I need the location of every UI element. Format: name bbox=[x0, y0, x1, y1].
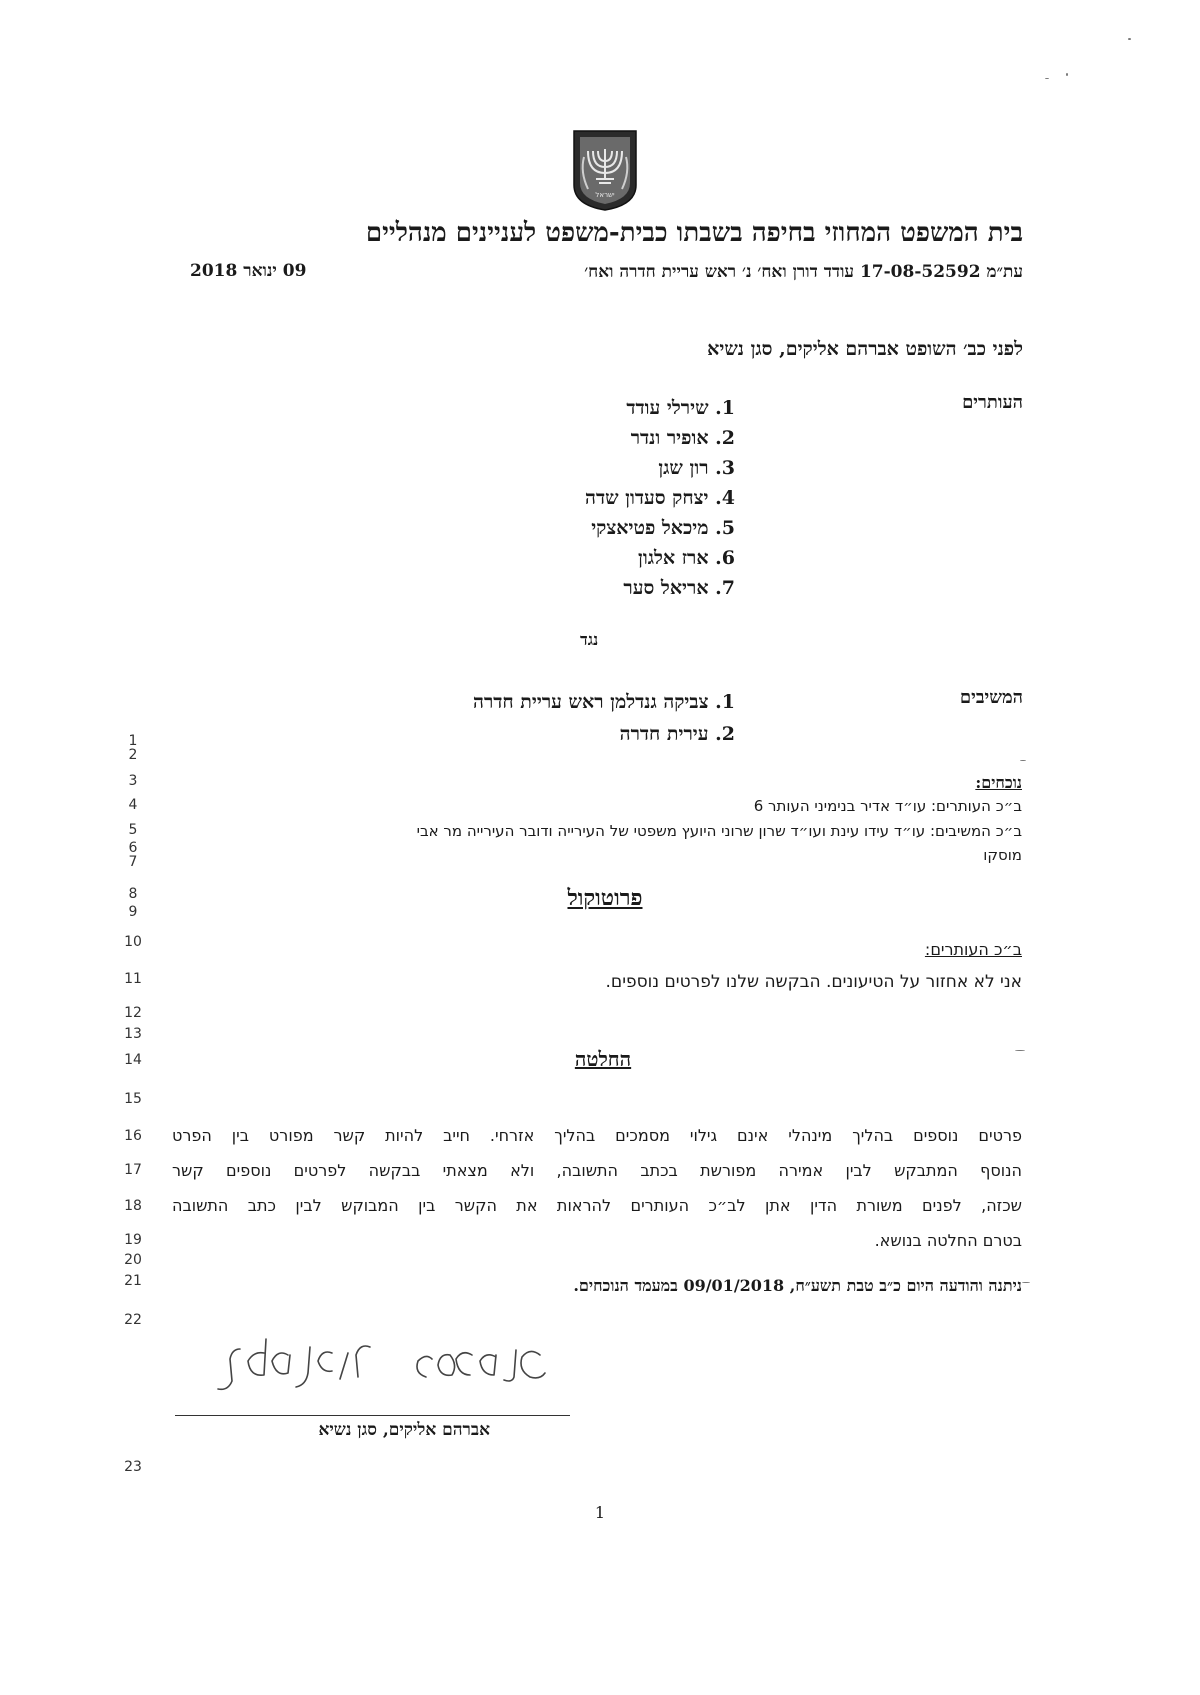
line-number: 20 bbox=[124, 1252, 142, 1268]
signature-line bbox=[175, 1415, 570, 1416]
line-number: 8 bbox=[128, 886, 138, 902]
scan-speck bbox=[1045, 78, 1049, 79]
speaker-label: ב״כ העותרים: bbox=[924, 940, 1022, 959]
petitioner-name: 7. אריאל סער bbox=[623, 577, 735, 599]
versus-label: נגד bbox=[580, 630, 599, 649]
petitioner-name: 1. שירלי עודד bbox=[626, 397, 735, 419]
decision-text-line: הנוסף המתבקש לבין אמירה מפורשת בכתב התשובה, ולא מצאתי בבקשה לפרטים נוספים קשר bbox=[172, 1161, 1022, 1180]
line-number: 17 bbox=[124, 1162, 142, 1178]
line-number: 11 bbox=[124, 971, 142, 987]
decision-text-line: בטרם החלטה בנושא. bbox=[874, 1231, 1022, 1250]
line-number: 15 bbox=[124, 1091, 142, 1107]
line-number: 12 bbox=[124, 1005, 142, 1021]
handwritten-signature bbox=[200, 1325, 560, 1405]
respondents-label: המשיבים bbox=[959, 687, 1023, 708]
present-title: נוכחים: bbox=[975, 773, 1022, 792]
line-number: 13 bbox=[124, 1026, 142, 1042]
petitioner-name: 2. אופיר ונדר bbox=[630, 427, 735, 449]
line-number: 21 bbox=[124, 1273, 142, 1289]
line-number: 10 bbox=[124, 934, 142, 950]
decision-title: החלטה bbox=[574, 1047, 632, 1071]
present-continued: מוסקו bbox=[983, 846, 1022, 864]
line-number: 5 bbox=[128, 822, 138, 838]
scan-speck bbox=[1066, 73, 1068, 76]
petitioner-name: 6. ארז אלגון bbox=[638, 547, 735, 569]
line-number: 23 bbox=[124, 1459, 142, 1475]
scan-speck bbox=[1022, 1282, 1030, 1283]
line-number: 2 bbox=[128, 747, 138, 763]
protocol-title: פרוטוקול bbox=[567, 885, 643, 911]
line-number: 7 bbox=[128, 854, 138, 870]
line-number: 18 bbox=[124, 1198, 142, 1214]
petitioner-name: 5. מיכאל פטיאצקי bbox=[591, 517, 735, 539]
court-title: בית המשפט המחוזי בחיפה בשבתו כבית-משפט לעניינים מנהליים bbox=[365, 218, 1023, 248]
signature-name: אברהם אליקים, סגן נשיא bbox=[318, 1420, 490, 1440]
scan-speck bbox=[1020, 760, 1026, 761]
line-number: 16 bbox=[124, 1128, 142, 1144]
petitioner-name: 4. יצחק סעדון שדה bbox=[585, 487, 735, 509]
petitioners-list bbox=[585, 393, 735, 603]
emblem-text: ישראל bbox=[595, 191, 615, 199]
line-number: 9 bbox=[128, 904, 138, 920]
given-line: ניתנה והודעה היום כ״ב טבת תשע״ח, 09/01/2018 במעמד הנוכחים. bbox=[573, 1276, 1022, 1295]
case-date: 09 ינואר 2018 bbox=[190, 261, 307, 281]
line-number: 1 bbox=[128, 733, 138, 749]
decision-text-line: פרטים נוספים בהליך מינהלי אינם גילוי מסמכים בהליך אזרחי. חייב להיות קשר מפורט בין הפרט bbox=[172, 1126, 1022, 1145]
line-number: 14 bbox=[124, 1052, 142, 1068]
line-number: 4 bbox=[128, 797, 138, 813]
page-number: 1 bbox=[594, 1503, 606, 1522]
judge-line: לפני כב׳ השופט אברהם אליקים, סגן נשיא bbox=[707, 338, 1023, 360]
line-number: 22 bbox=[124, 1312, 142, 1328]
line-number: 3 bbox=[128, 773, 138, 789]
state-emblem-icon bbox=[570, 127, 640, 212]
present-petitioners-counsel: ב״כ העותרים: עו״ד אדיר בנימיני העותר 6 bbox=[753, 797, 1022, 815]
respondents-list bbox=[473, 686, 735, 750]
scan-speck bbox=[1128, 38, 1131, 40]
present-respondents-counsel: ב״כ המשיבים: עו״ד עידו עינת ועו״ד שרון שרוני היועץ משפטי של העירייה ודובר העירייה מר אבי bbox=[416, 822, 1022, 840]
line-number: 19 bbox=[124, 1232, 142, 1248]
respondent-name: 2. עירית חדרה bbox=[619, 723, 735, 745]
petitioners-label: העותרים bbox=[962, 392, 1023, 413]
respondent-name: 1. צביקה גנדלמן ראש עריית חדרה bbox=[473, 691, 735, 713]
decision-text-line: שכזה, לפנים משורת הדין אתן לב״כ העותרים להראות את הקשר בין המבוקש לבין כתב התשובה bbox=[172, 1196, 1022, 1215]
line-number: 6 bbox=[128, 840, 138, 856]
speech-text: אני לא אחזור על הטיעונים. הבקשה שלנו לפרטים נוספים. bbox=[605, 972, 1022, 992]
case-number-line: עת״מ 17-08-52592 עודד דורן ואח׳ נ׳ ראש עריית חדרה ואח׳ bbox=[584, 262, 1023, 282]
petitioner-name: 3. רון שגן bbox=[658, 457, 735, 479]
